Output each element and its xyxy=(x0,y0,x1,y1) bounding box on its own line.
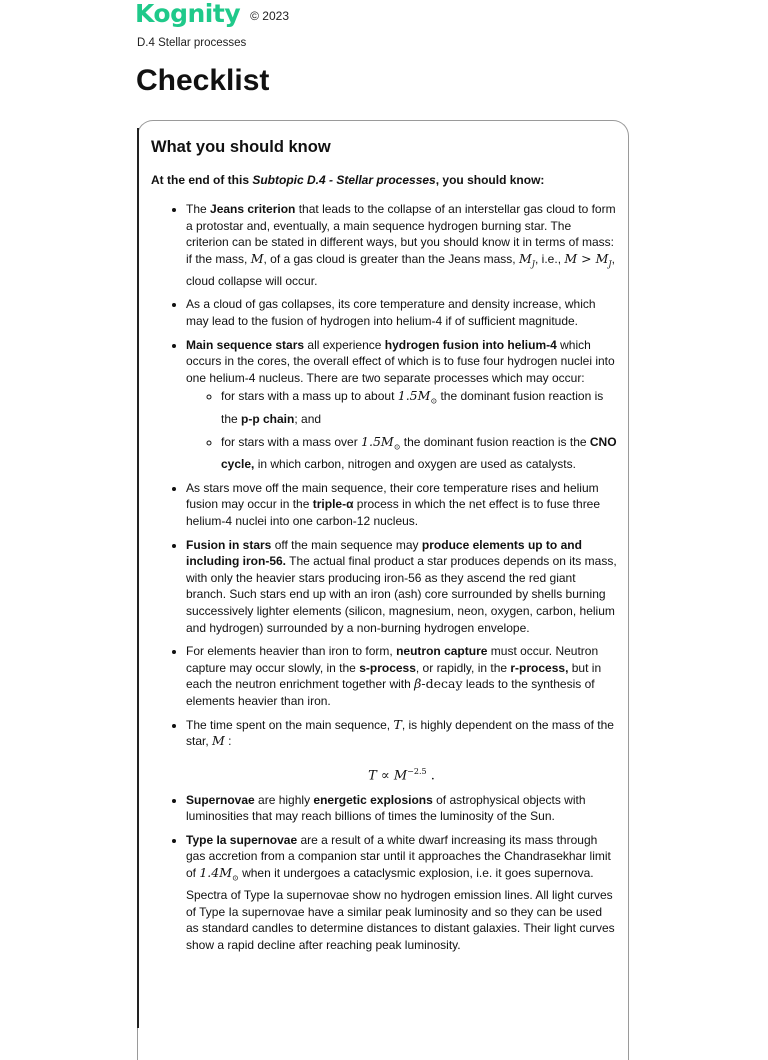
list-item-jeans: • The Jeans criterion that leads to the collapse of an interstellar gas cloud to form a protostar and, eventually, a main sequence hydrogen burning star. The criterion can be stated in different ways, but you should know it in terms of mass: if the mass, M, of a gas cloud is greater than the Jeans mass, $M_J$, i.e., $M > M_J$, cloud collapse will occur. xyxy=(186,201,617,289)
page-title: Checklist xyxy=(136,64,270,97)
subtopic-name: Subtopic D.4 - Stellar processes xyxy=(252,173,436,187)
fusion-processes-list xyxy=(186,388,617,472)
checklist xyxy=(151,201,617,953)
kognity-logo[interactable]: Kognity xyxy=(135,0,241,28)
list-item-type-ia: • Type Ia supernovae are a result of a white dwarf increasing its mass through gas accretion from a companion star until it approaches the Chandrasekhar limit of $1.4M_⊙$ when it undergoes a cataclysmic explosion, i.e. it goes supernova. Spectra of Type Ia supernovae show no hydrogen emission lines. All light curves of Type Ia supernovae have a similar peak luminosity and so they can be used as standard candles to determine distances to distant galaxies. Their light curves show a rapid decline after reaching peak luminosity. xyxy=(186,832,617,954)
checklist-content xyxy=(151,138,617,960)
list-item-cno-cycle: ◦ for stars with a mass over $1.5M_⊙$ the dominant fusion reaction is the CNO cycle, in which carbon, nitrogen and oxygen are used as catalysts. xyxy=(221,434,617,473)
list-item-heavy-elements: • For elements heavier than iron to form, neutron capture must occur. Neutron capture may occur slowly, in the s-process, or rapidly, in the r-process, but in each the neutron enrichment together with β-decay leads to the synthesis of elements heavier than iron. xyxy=(186,643,617,709)
card-left-accent xyxy=(137,128,139,1028)
list-item-collapse: • As a cloud of gas collapses, its core temperature and density increase, which may lead to the fusion of hydrogen into helium-4 if of sufficient magnitude. xyxy=(186,296,617,329)
list-item-pp-chain: ◦ for stars with a mass up to about $1.5M_⊙$ the dominant fusion reaction is the p-p chain; and xyxy=(221,388,617,427)
mass-lifetime-formula: $T \propto M^{-2.5}$ . xyxy=(368,766,435,784)
copyright-text: © 2023 xyxy=(250,9,289,23)
header-brand xyxy=(135,0,289,28)
section-intro: At the end of this Subtopic D.4 - Stellar processes, you should know: xyxy=(151,173,545,187)
section-heading: What you should know xyxy=(151,138,331,156)
list-item-main-sequence: • Main sequence stars all experience hydrogen fusion into helium-4 which occurs in the cores, the overall effect of which is to fuse four hydrogen nuclei into one helium-4 nucleus. There are two separate processes which may occur: ◦ for stars with a mass up to about $1.5M_⊙$ the dominant fusion reaction is the p-p chain; and ◦ for stars with a mass over $1.5M_⊙$ the dominant fusion reaction is the CNO cycle, in which carbon, nitrogen and oxygen are used as catalysts. xyxy=(186,337,617,473)
list-item-fusion-in-stars: • Fusion in stars off the main sequence may produce elements up to and including iron-56. The actual final product a star produces depends on its mass, with only the heavier stars producing iron-56 as they ascend the red giant branch. Such stars end up with an iron (ash) core surrounded by shells burning successively lighter elements (silicon, magnesium, neon, oxygen, carbon, helium and hydrogen) surrounded by a non-burning hydrogen envelope. xyxy=(186,537,617,637)
list-item-helium-fusion: • As stars move off the main sequence, their core temperature rises and helium fusion may occur in the triple-α process in which the net effect is to fuse three helium-4 nuclei into one carbon-12 nucleus. xyxy=(186,480,617,530)
list-item-main-sequence-time: • The time spent on the main sequence, T, is highly dependent on the mass of the star, M : $T \propto M^{-2.5}$ . xyxy=(186,717,617,785)
breadcrumb[interactable]: D.4 Stellar processes xyxy=(137,37,247,49)
list-item-supernovae: • Supernovae are highly energetic explosions of astrophysical objects with luminosities that may reach billions of times the luminosity of the Sun. xyxy=(186,792,617,825)
